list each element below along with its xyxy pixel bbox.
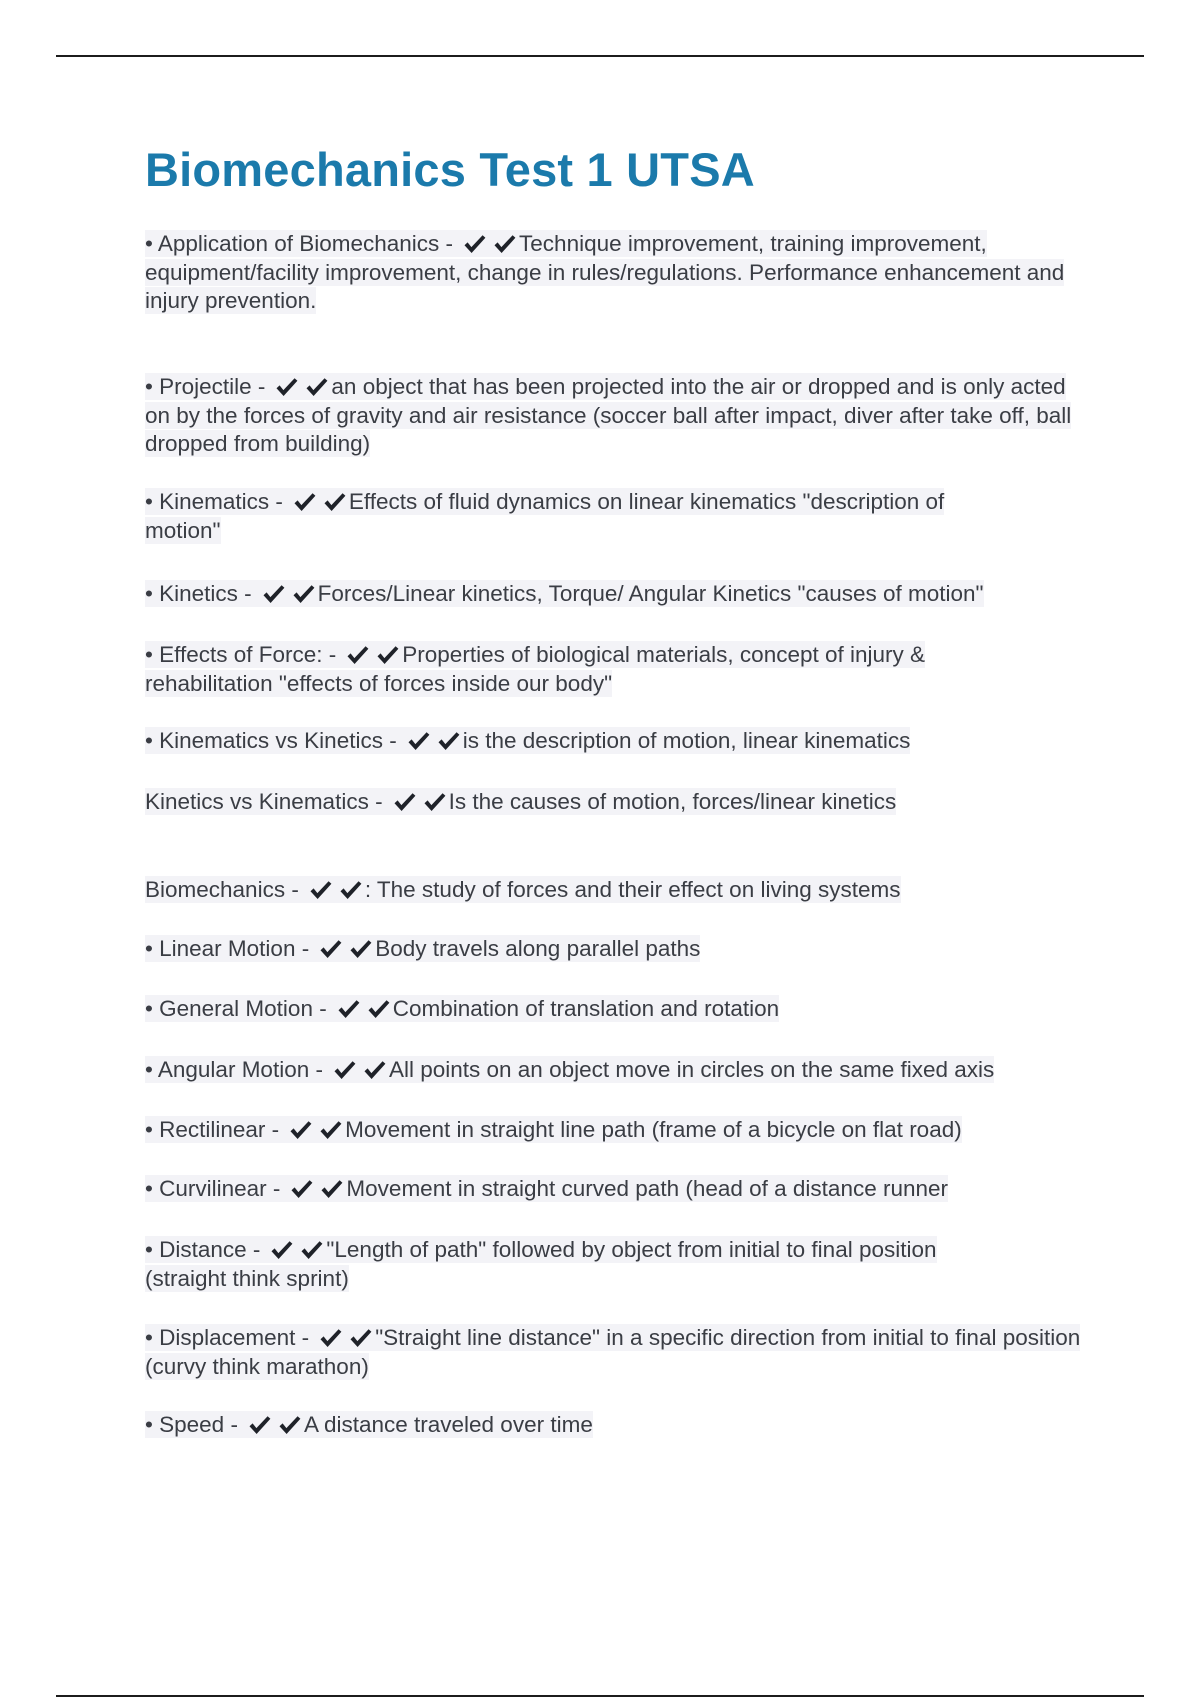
entry-term: • Distance - — [145, 1237, 261, 1262]
check-mark-icon — [289, 1178, 314, 1200]
entry-term: Biomechanics - — [145, 877, 299, 902]
entry-term: • Curvilinear - — [145, 1176, 281, 1201]
entry-definition: Technique improvement, training improvement, equipment/facility improvement, change in rules/regulations. Performance enhancement and injury prevention. — [145, 231, 1065, 313]
check-mark-icon — [322, 491, 347, 513]
check-mark-icon — [345, 644, 370, 666]
check-mark-icon — [422, 791, 447, 813]
entry-definition: Properties of biological materials, concept of injury & rehabilitation "effects of forces inside our body" — [145, 642, 926, 696]
check-mark-icon — [318, 1119, 343, 1141]
entry-biomechanics — [145, 876, 1095, 905]
check-mark-icon — [336, 998, 361, 1020]
check-mark-icon — [291, 583, 316, 605]
entry-definition: an object that has been projected into the air or dropped and is only acted on by the forces of gravity and air resistance (soccer ball after impact, diver after take off, ball dropped from building) — [145, 374, 1072, 456]
check-mark-icon — [318, 938, 343, 960]
entry-definition: Body travels along parallel paths — [375, 936, 701, 961]
header-rule — [56, 55, 1144, 57]
check-mark-icon — [319, 1178, 344, 1200]
entry-definition: is the description of motion, linear kinematics — [462, 728, 911, 753]
entry-term: • Rectilinear - — [145, 1117, 280, 1142]
check-mark-icon — [274, 376, 299, 398]
entry-term: • General Motion - — [145, 996, 327, 1021]
entry-curvilinear — [145, 1175, 1095, 1204]
entry-definition: : The study of forces and their effect on living systems — [364, 877, 901, 902]
check-mark-icon — [462, 233, 487, 255]
page-title: Biomechanics Test 1 UTSA — [145, 143, 755, 196]
entry-rectilinear — [145, 1116, 1095, 1145]
check-mark-icon — [292, 491, 317, 513]
entry-kinetics-vs-kinematics — [145, 788, 1095, 817]
document-body — [145, 140, 1095, 200]
entry-term: • Projectile - — [145, 374, 266, 399]
check-mark-icon — [348, 1327, 373, 1349]
entry-definition: Combination of translation and rotation — [392, 996, 780, 1021]
check-mark-icon — [348, 938, 373, 960]
check-mark-icon — [332, 1059, 357, 1081]
entry-kinematics-vs-kinetics — [145, 727, 1095, 756]
check-mark-icon — [261, 583, 286, 605]
entry-definition: A distance traveled over time — [303, 1412, 593, 1437]
entry-definition: "Straight line distance" in a specific direction from initial to final position (curvy think marathon) — [145, 1325, 1081, 1379]
entry-speed — [145, 1411, 1095, 1440]
check-mark-icon — [375, 644, 400, 666]
check-mark-icon — [318, 1327, 343, 1349]
entry-term: • Application of Biomechanics - — [145, 231, 454, 256]
check-mark-icon — [304, 376, 329, 398]
entry-general-motion — [145, 995, 1095, 1024]
check-mark-icon — [269, 1239, 294, 1261]
entry-projectile — [145, 373, 1095, 459]
entry-distance — [145, 1236, 1015, 1293]
entry-effects-of-force — [145, 641, 1005, 698]
entry-term: • Kinetics - — [145, 581, 252, 606]
entry-term: • Effects of Force: - — [145, 642, 337, 667]
entry-definition: All points on an object move in circles on the same fixed axis — [388, 1057, 995, 1082]
check-mark-icon — [492, 233, 517, 255]
entry-term: • Kinematics vs Kinetics - — [145, 728, 397, 753]
entry-definition: Is the causes of motion, forces/linear kinetics — [448, 789, 897, 814]
check-mark-icon — [406, 730, 431, 752]
entry-definition: "Length of path" followed by object from initial to final position (straight think sprint) — [145, 1237, 937, 1291]
entry-kinetics — [145, 580, 1095, 609]
check-mark-icon — [277, 1414, 302, 1436]
entry-definition: Movement in straight curved path (head of a distance runner — [346, 1176, 949, 1201]
entry-angular-motion — [145, 1056, 1095, 1085]
entry-term: • Linear Motion - — [145, 936, 310, 961]
entry-term: Kinetics vs Kinematics - — [145, 789, 383, 814]
check-mark-icon — [288, 1119, 313, 1141]
entry-definition: Effects of fluid dynamics on linear kinematics "description of motion" — [145, 489, 945, 543]
entry-term: • Angular Motion - — [145, 1057, 323, 1082]
entry-term: • Displacement - — [145, 1325, 310, 1350]
check-mark-icon — [308, 879, 333, 901]
check-mark-icon — [362, 1059, 387, 1081]
check-mark-icon — [366, 998, 391, 1020]
check-mark-icon — [247, 1414, 272, 1436]
check-mark-icon — [299, 1239, 324, 1261]
entry-linear-motion — [145, 935, 1095, 964]
check-mark-icon — [436, 730, 461, 752]
footer-rule — [56, 1695, 1144, 1697]
entry-displacement — [145, 1324, 1095, 1381]
entry-kinematics — [145, 488, 1015, 545]
entry-definition: Forces/Linear kinetics, Torque/ Angular Kinetics "causes of motion" — [317, 581, 984, 606]
entry-definition: Movement in straight line path (frame of a bicycle on flat road) — [345, 1117, 962, 1142]
entry-term: • Kinematics - — [145, 489, 283, 514]
entry-term: • Speed - — [145, 1412, 238, 1437]
check-mark-icon — [392, 791, 417, 813]
check-mark-icon — [338, 879, 363, 901]
entry-application-of-biomechanics — [145, 230, 1095, 316]
